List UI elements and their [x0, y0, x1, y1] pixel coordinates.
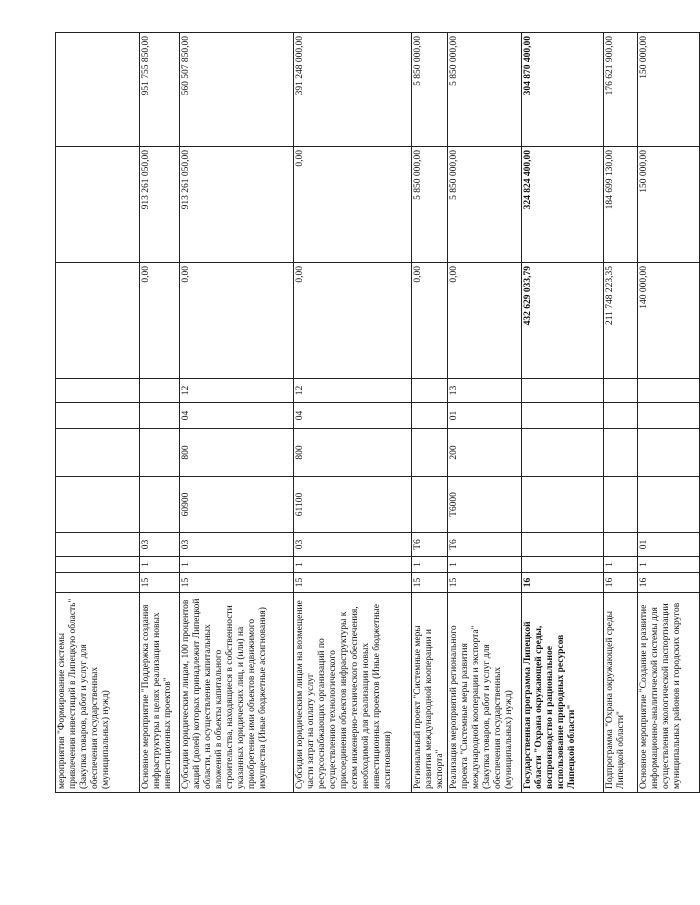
code-expense-type [604, 429, 638, 477]
code-main: 03 [294, 533, 412, 557]
code-direction [56, 477, 140, 533]
amount-year-1: 0,00 [140, 263, 180, 379]
code-direction [522, 477, 604, 533]
code-direction: 61100 [294, 477, 412, 533]
amount-year-3: 150 000,00 [638, 33, 700, 147]
amount-year-2: 324 824 400,00 [522, 147, 604, 263]
amount-year-1: 0,00 [448, 263, 522, 379]
code-sub: 1 [604, 557, 638, 573]
code-subsection [140, 379, 180, 403]
code-sub: 1 [180, 557, 294, 573]
amount-year-1: 432 629 033,79 [522, 263, 604, 379]
code-direction [638, 477, 700, 533]
code-gp [56, 573, 140, 593]
code-subsection [604, 379, 638, 403]
code-expense-type: 800 [180, 429, 294, 477]
code-main: 01 [638, 533, 700, 557]
amount-year-1 [56, 263, 140, 379]
code-subsection: 13 [448, 379, 522, 403]
table-row [412, 33, 448, 793]
row-name: Основное мероприятие "Создание и развитие информационно-аналитической системы для осуществления экологической паспортизации муниципальных районов и городских округов [638, 593, 700, 793]
amount-year-3: 304 870 400,00 [522, 33, 604, 147]
amount-year-1: 0,00 [294, 263, 412, 379]
code-gp: 16 [522, 573, 604, 593]
code-expense-type: 800 [294, 429, 412, 477]
code-main [56, 533, 140, 557]
code-expense-type [140, 429, 180, 477]
code-sub: 1 [140, 557, 180, 573]
table-row [522, 33, 604, 793]
code-gp: 15 [448, 573, 522, 593]
code-gp: 16 [638, 573, 700, 593]
table-row [180, 33, 294, 793]
code-section: 04 [180, 403, 294, 429]
amount-year-1: 0,00 [180, 263, 294, 379]
code-expense-type [638, 429, 700, 477]
code-sub: 1 [412, 557, 448, 573]
amount-year-3: 391 248 000,00 [294, 33, 412, 147]
row-name: Подпрограмма "Охрана окружающей среды Липецкой области" [604, 593, 638, 793]
amount-year-3: 5 850 000,00 [412, 33, 448, 147]
code-expense-type: 200 [448, 429, 522, 477]
row-name: Основное мероприятие "Поддержка создания инфраструктуры в целях реализации новых инвестиционных проектов" [140, 593, 180, 793]
code-section: 04 [294, 403, 412, 429]
row-name: Субсидии юридическим лицам, 100 процентов акций (долей) которых принадлежит Липецкой области, на осуществление капитальных вложений в объекты капитального строительства, находящиеся в собственности указанных юридических лиц, и (или) на приобретение ими объектов недвижимого имущества (Иные бюджетные ассигнования) [180, 593, 294, 793]
code-subsection [638, 379, 700, 403]
table-row [140, 33, 180, 793]
code-expense-type [522, 429, 604, 477]
code-gp: 15 [180, 573, 294, 593]
code-direction [140, 477, 180, 533]
code-section: 01 [448, 403, 522, 429]
amount-year-1: 0,00 [412, 263, 448, 379]
row-name: Реализация мероприятий регионального проекта "Системные меры развития международной кооперации и экспорта" (Закупка товаров, работ и услуг для обеспечения государственных (муниципальных) нужд) [448, 593, 522, 793]
code-section [604, 403, 638, 429]
code-gp: 15 [412, 573, 448, 593]
code-subsection: 12 [294, 379, 412, 403]
code-subsection [412, 379, 448, 403]
rotated-page [55, 33, 682, 793]
code-gp: 15 [140, 573, 180, 593]
table-row [294, 33, 412, 793]
amount-year-2: 913 261 050,00 [140, 147, 180, 263]
code-subsection: 12 [180, 379, 294, 403]
code-gp: 16 [604, 573, 638, 593]
amount-year-2: 5 850 000,00 [412, 147, 448, 263]
table-row [448, 33, 522, 793]
amount-year-3: 560 507 850,00 [180, 33, 294, 147]
code-main: T6 [412, 533, 448, 557]
code-sub [522, 557, 604, 573]
code-main: 03 [140, 533, 180, 557]
amount-year-2: 0,00 [294, 147, 412, 263]
row-name: мероприятия "Формирование системы привлечения инвестиций в Липецкую область" (Закупка товаров, работ и услуг для обеспечения государственных (муниципальных) нужд) [56, 593, 140, 793]
table-row [56, 33, 140, 793]
amount-year-1: 211 748 223,35 [604, 263, 638, 379]
code-direction [604, 477, 638, 533]
amount-year-3: 951 755 850,00 [140, 33, 180, 147]
code-expense-type [56, 429, 140, 477]
table-body [56, 33, 700, 793]
code-direction: 60900 [180, 477, 294, 533]
code-section [56, 403, 140, 429]
amount-year-2: 5 850 000,00 [448, 147, 522, 263]
row-name: Региональный проект "Системные меры развития международной кооперации и экспорта" [412, 593, 448, 793]
code-sub: 1 [294, 557, 412, 573]
table-row [604, 33, 638, 793]
code-direction: T6000 [448, 477, 522, 533]
code-sub: 1 [638, 557, 700, 573]
row-name: Субсидии юридическим лицам на возмещение части затрат на оплату услуг ресурсоснабжающих организаций по осуществлению технологического присоединения объектов инфраструктуры к сетям инженерно-технического обеспечения, необходимой для реализации новых инвестиционных проектов (Иные бюджетные ассигнования) [294, 593, 412, 793]
code-sub: 1 [448, 557, 522, 573]
code-main: 03 [180, 533, 294, 557]
code-subsection [56, 379, 140, 403]
code-direction [412, 477, 448, 533]
table-row [638, 33, 700, 793]
amount-year-2: 913 261 050,00 [180, 147, 294, 263]
row-name: Государственная программа Липецкой области "Охрана окружающей среды, воспроизводство и рациональное использование природных ресурсов Липецкой области" [522, 593, 604, 793]
amount-year-2 [56, 147, 140, 263]
code-main: T6 [448, 533, 522, 557]
amount-year-2: 184 699 130,00 [604, 147, 638, 263]
code-section [638, 403, 700, 429]
code-section [140, 403, 180, 429]
amount-year-3: 5 850 000,00 [448, 33, 522, 147]
amount-year-3 [56, 33, 140, 147]
amount-year-2: 150 000,00 [638, 147, 700, 263]
code-sub [56, 557, 140, 573]
amount-year-1: 140 000,00 [638, 263, 700, 379]
code-gp: 15 [294, 573, 412, 593]
budget-table [55, 32, 700, 793]
code-expense-type [412, 429, 448, 477]
code-main [604, 533, 638, 557]
code-section [522, 403, 604, 429]
code-main [522, 533, 604, 557]
code-subsection [522, 379, 604, 403]
code-section [412, 403, 448, 429]
amount-year-3: 176 621 900,00 [604, 33, 638, 147]
